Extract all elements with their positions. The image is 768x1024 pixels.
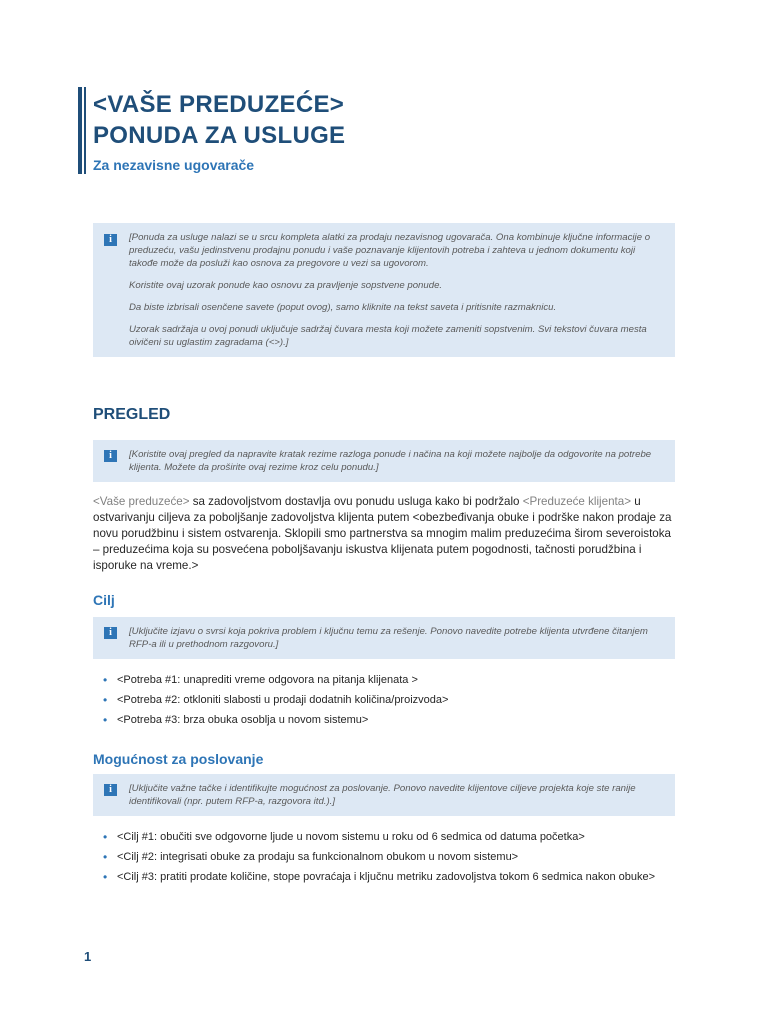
list-item: • <Potreba #1: unaprediti vreme odgovora na pitanja klijenata > [103,672,663,688]
opportunity-list [103,829,663,889]
intro-tip-box[interactable] [93,223,675,357]
goal-list [103,672,663,732]
tip-paragraph: Koristite ovaj uzorak ponude kao osnovu za pravljenje sopstvene ponude. [129,280,443,291]
tip-paragraph: Da biste izbrisali osenčene savete (poput ovog), samo kliknite na tekst saveta i pritisnite razmaknicu. [129,302,557,313]
client-placeholder[interactable]: <Preduzeće klijenta> [522,495,631,508]
tip-paragraph: [Uključite važne tačke i identifikujte mogućnost za poslovanje. Ponovo navedite klijentove ciljeve projekta koje ste ranije identifikovali (npr. putem RFP-a, razgovora itd.).] [129,783,636,807]
title-accent-bar [78,87,82,174]
overview-paragraph: <Vaše preduzeće> sa zadovoljstvom dostavlja ovu ponudu usluga kako bi podržalo <Preduzeće klijenta> u ostvarivanju ciljeva za poboljšanje zadovoljstva klijenta putem <obezbeđivanja obuke i podrške nakon prodaje za novu porudžbinu i sistem ostvarenja. Sklopili smo partnerstva sa mnogim malim preduzećima širom severoistoka – preduzećima koja su posvećena poboljšavanju iskustva klijenata putem pogodnosti, tačnosti porudžbina i isporuke na vreme.> [93,495,672,572]
document-title: PONUDA ZA USLUGE [93,122,346,149]
tip-paragraph: [Koristite ovaj pregled da napravite kratak rezime razloga ponude i načina na koji možete najbolje da odgovorite na potrebe klijenta. Možete da proširite ovaj rezime kroz celu ponudu.] [129,449,652,473]
company-placeholder[interactable]: <Vaše preduzeće> [93,495,190,508]
list-item: • <Potreba #3: brza obuka osoblja u novom sistemu> [103,712,663,728]
overview-heading: PREGLED [93,406,171,423]
overview-tip-box[interactable] [93,440,675,482]
info-icon: i [104,450,117,462]
list-item: • <Cilj #2: integrisati obuke za prodaju sa funkcionalnom obukom u novom sistemu> [103,849,663,865]
goal-heading: Cilj [93,592,115,608]
opportunity-tip-box[interactable] [93,774,675,816]
goal-tip-box[interactable] [93,617,675,659]
tip-paragraph: Uzorak sadržaja u ovoj ponudi uključuje sadržaj čuvara mesta koji možete zameniti sopstvenim. Svi tekstovi čuvara mesta oivičeni su uglastim zagradama (<>).] [129,324,647,348]
tip-paragraph: [Ponuda za usluge nalazi se u srcu kompleta alatki za prodaju nezavisnog ugovarača. Ona kombinuje ključne informacije o preduzeću, vašu jedinstvenu prodajnu ponudu i vaše poznavanje klijentovih potreba i zahteva u jednom dokumentu koji takođe može da posluži kao osnova za pregovore u vezi sa ugovorom. [129,232,651,269]
title-accent-bar-thin [84,87,86,174]
list-item: • <Cilj #3: pratiti prodate količine, stope povraćaja i ključnu metriku zadovoljstva tokom 6 sedmica nakon obuke> [103,869,663,885]
info-icon: i [104,627,117,639]
company-title: <VAŠE PREDUZEĆE> [93,91,345,118]
list-item: • <Cilj #1: obučiti sve odgovorne ljude u novom sistemu u roku od 6 sedmica od datuma početka> [103,829,663,845]
info-icon: i [104,784,117,796]
list-item: • <Potreba #2: otkloniti slabosti u prodaji dodatnih količina/proizvoda> [103,692,663,708]
tip-paragraph: [Uključite izjavu o svrsi koja pokriva problem i ključnu temu za rešenje. Ponovo navedite potrebe klijenta utvrđene čitanjem RFP-a ili u prethodnom razgovoru.] [129,626,648,650]
info-icon: i [104,234,117,246]
opportunity-heading: Mogućnost za poslovanje [93,751,264,767]
page-number: 1 [84,949,92,964]
document-subtitle: Za nezavisne ugovarače [93,157,255,173]
